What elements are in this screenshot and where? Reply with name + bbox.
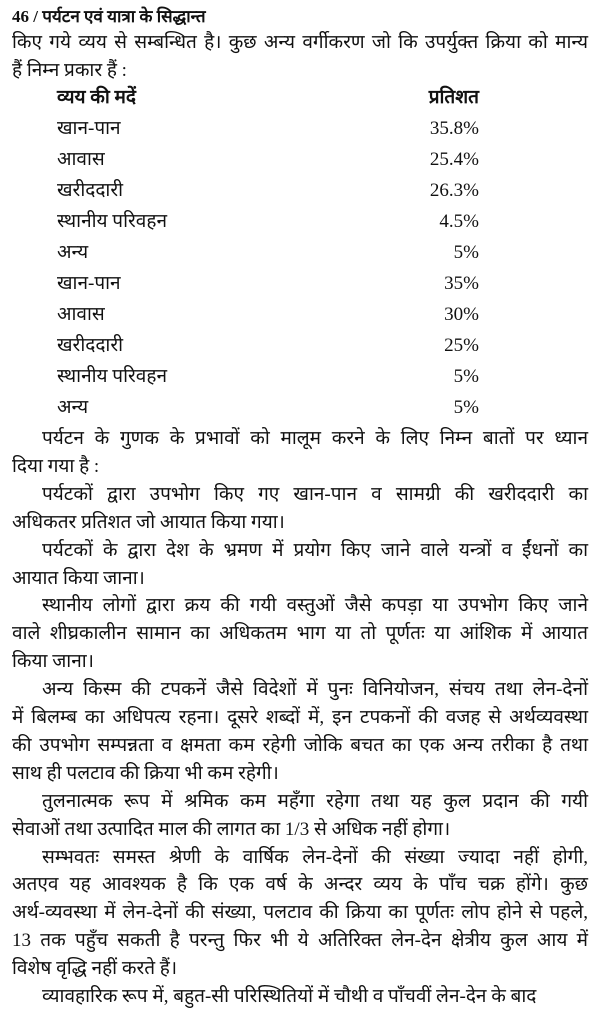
expense-item: खरीददारी (57, 180, 124, 201)
expense-item: अन्य (57, 242, 89, 263)
intro-line: हैं निम्न प्रकार हैं : (12, 60, 127, 81)
text-line: अर्थ-व्यवस्था में लेन-देनों की संख्या, पलटाव की क्रिया का पूर्णतः लोप होने से पहले, (12, 902, 588, 924)
text-line: 13 तक पहुँच सकती है परन्तु फिर भी ये अतिरिक्त लेन-देन क्षेत्रीय कुल आय में (12, 930, 588, 952)
running-title: पर्यटन एवं यात्रा के सिद्धान्त (42, 7, 206, 26)
expense-percent: 5% (453, 366, 479, 387)
expense-percent: 26.3% (429, 180, 479, 201)
column-header-item: व्यय की मदें (57, 87, 137, 108)
expense-percent: 30% (444, 304, 479, 325)
expense-item: खान-पान (57, 273, 121, 294)
text-line: अन्य किस्म की टपकनें जैसे विदेशों में पुनः विनियोजन, संचय तथा लेन-देनों (42, 679, 588, 701)
expense-percent: 4.5% (439, 211, 479, 232)
expense-item: आवास (57, 149, 105, 170)
expense-item: खरीददारी (57, 335, 124, 356)
intro-line: किए गये व्यय से सम्बन्धित है। कुछ अन्य वर्गीकरण जो कि उपर्युक्त क्रिया को मान्य (12, 32, 588, 53)
expense-item: स्थानीय परिवहन (57, 366, 167, 387)
expense-item: अन्य (57, 397, 89, 418)
text-line: आयात किया जाना। (12, 567, 145, 589)
text-line: में बिलम्ब का अधिपत्य रहना। दूसरे शब्दों में, इन टपकनों की वजह से अर्थव्यवस्था (12, 707, 588, 728)
expense-item: खान-पान (57, 118, 121, 139)
text-line: किया जाना। (12, 651, 94, 673)
text-line: पर्यटन के गुणक के प्रभावों को मालूम करने के लिए निम्न बातों पर ध्यान (42, 428, 588, 449)
text-line: दिया गया है : (12, 455, 100, 477)
column-header-percent: प्रतिशत (428, 87, 479, 108)
expense-item: आवास (57, 304, 105, 325)
page-number: 46 (12, 7, 29, 26)
text-line: विशेष वृद्धि नहीं करते हैं। (12, 958, 178, 980)
text-line: पर्यटकों के द्वारा देश के भ्रमण में प्रयोग किए जाने वाले यन्त्रों व ईंधनों का (42, 539, 588, 561)
header-separator: / (33, 7, 38, 26)
text-line: पर्यटकों द्वारा उपभोग किए गए खान-पान व सामग्री की खरीददारी का (42, 483, 588, 505)
text-line: सम्भवतः समस्त श्रेणी के वार्षिक लेन-देनों की संख्या ज्यादा नहीं होगी, (42, 846, 588, 868)
text-line: स्थानीय लोगों द्वारा क्रय की गयी वस्तुओं जैसे कपड़ा या उपभोग किए जाने (42, 595, 588, 617)
text-line: सेवाओं तथा उत्पादित माल की लागत का 1/3 से अधिक नहीं होगा। (12, 818, 451, 840)
expense-percent: 25.4% (429, 149, 479, 170)
text-line: वाले शीघ्रकालीन सामान का अधिकतम भाग या तो पूर्णतः या आंशिक में आयात (12, 623, 588, 645)
running-header (12, 4, 206, 27)
expense-percent: 25% (444, 335, 479, 356)
text-line: अधिकतर प्रतिशत जो आयात किया गया। (12, 511, 285, 533)
expense-percent: 5% (453, 397, 479, 418)
text-line: तुलनात्मक रूप में श्रमिक कम महँगा रहेगा तथा यह कुल प्रदान की गयी (42, 790, 588, 812)
expense-item: स्थानीय परिवहन (57, 211, 167, 232)
text-line: व्यावहारिक रूप में, बहुत-सी परिस्थितियों में चौथी व पाँचवीं लेन-देन के बाद (42, 986, 537, 1007)
text-line: अतएव यह आवश्यक है कि एक वर्ष के अन्दर व्यय के पाँच चक्र होंगे। कुछ (12, 874, 588, 896)
text-line: साथ ही पलटाव की क्रिया भी कम रहेगी। (12, 762, 279, 784)
text-line: की उपभोग सम्पन्नता व क्षमता कम रहेगी जोकि बचत का एक अन्य तरीका है तथा (12, 734, 588, 756)
expense-percent: 35% (444, 273, 479, 294)
expense-percent: 5% (453, 242, 479, 263)
expense-percent: 35.8% (429, 118, 479, 139)
